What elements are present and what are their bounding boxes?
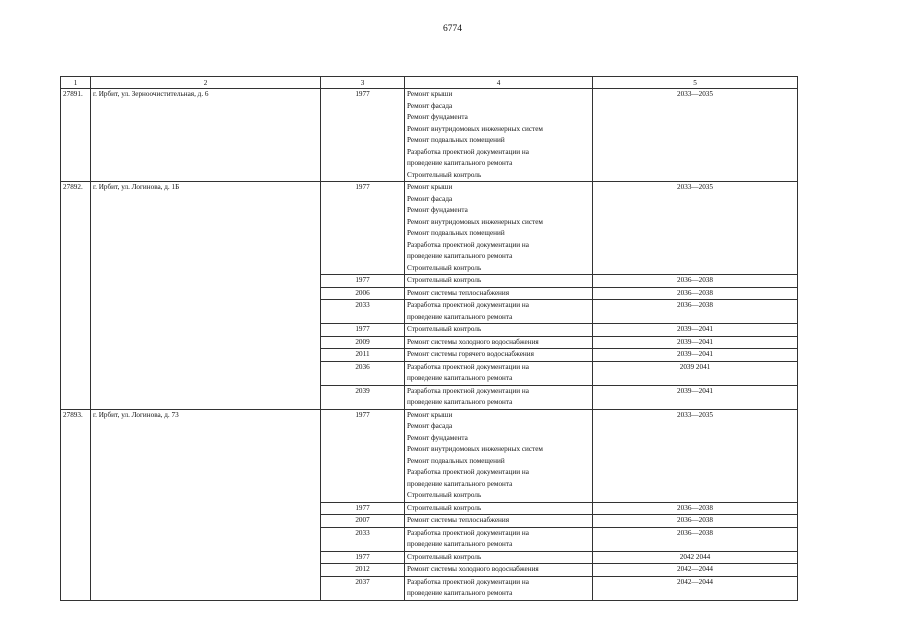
planned-period: 2033—2035 — [593, 409, 798, 502]
work-types — [405, 182, 593, 275]
work-type-line: Ремонт крыши — [407, 410, 453, 419]
work-type-line: Разработка проектной документации на — [407, 362, 529, 371]
work-type-line: Разработка проектной документации на — [407, 577, 529, 586]
planned-period: 2036—2038 — [593, 527, 798, 551]
object-number: 27893. — [61, 409, 91, 600]
build-year: 2039 — [321, 385, 405, 409]
build-year: 1977 — [321, 551, 405, 564]
build-year: 2033 — [321, 300, 405, 324]
build-year: 1977 — [321, 409, 405, 502]
work-type-line: Строительный контроль — [407, 170, 482, 179]
work-types — [405, 300, 593, 324]
work-type-line: Ремонт подвальных помещений — [407, 456, 505, 465]
build-year: 1977 — [321, 502, 405, 515]
build-year: 2006 — [321, 287, 405, 300]
work-type-line: Строительный контроль — [407, 503, 482, 512]
planned-period: 2042—2044 — [593, 576, 798, 600]
build-year: 2037 — [321, 576, 405, 600]
planned-period: 2036—2038 — [593, 515, 798, 528]
work-type-line: Ремонт фундамента — [407, 206, 468, 214]
work-type-line: Ремонт системы холодного водоснабжения — [407, 565, 539, 573]
planned-period: 2039—2041 — [593, 336, 798, 349]
work-type-line: Строительный контроль — [407, 276, 482, 284]
table-row — [61, 89, 798, 182]
build-year: 1977 — [321, 182, 405, 275]
column-header: 3 — [321, 77, 405, 89]
work-types — [405, 336, 593, 349]
work-types — [405, 409, 593, 502]
work-type-line: Строительный контроль — [407, 263, 482, 272]
work-type-line: Ремонт системы теплоснабжения — [407, 516, 510, 524]
work-type-line: Ремонт системы теплоснабжения — [407, 288, 510, 297]
work-types — [405, 564, 593, 577]
work-type-line: Ремонт фундамента — [407, 433, 468, 442]
work-types — [405, 385, 593, 409]
work-type-line: проведение капитального ремонта — [407, 252, 513, 260]
build-year: 1977 — [321, 275, 405, 288]
build-year: 1977 — [321, 89, 405, 182]
work-types — [405, 576, 593, 600]
work-types — [405, 502, 593, 515]
work-types — [405, 515, 593, 528]
work-type-line: Ремонт внутридомовых инженерных систем — [407, 124, 543, 133]
planned-period: 2039 2041 — [593, 361, 798, 385]
work-type-line: Разработка проектной документации на — [407, 240, 529, 249]
planned-period: 2036—2038 — [593, 287, 798, 300]
planned-period: 2036—2038 — [593, 300, 798, 324]
header-row — [61, 77, 798, 89]
work-types — [405, 551, 593, 564]
build-year: 1977 — [321, 324, 405, 337]
build-year: 2007 — [321, 515, 405, 528]
work-type-line: Ремонт внутридомовых инженерных систем — [407, 217, 543, 226]
column-header: 4 — [405, 77, 593, 89]
object-number: 27892. — [61, 182, 91, 410]
table-row — [61, 409, 798, 502]
work-type-line: Ремонт подвальных помещений — [407, 229, 505, 237]
object-address: г. Ирбит, ул. Зерноочистительная, д. 6 — [91, 89, 321, 182]
object-number: 27891. — [61, 89, 91, 182]
planned-period: 2039—2041 — [593, 324, 798, 337]
build-year: 2009 — [321, 336, 405, 349]
planned-period: 2039—2041 — [593, 349, 798, 362]
work-type-line: Разработка проектной документации на — [407, 301, 529, 309]
column-header: 2 — [91, 77, 321, 89]
work-types — [405, 527, 593, 551]
work-type-line: проведение капитального ремонта — [407, 159, 513, 167]
work-types — [405, 324, 593, 337]
work-type-line: Строительный контроль — [407, 325, 482, 333]
planned-period: 2036—2038 — [593, 502, 798, 515]
planned-period: 2039—2041 — [593, 385, 798, 409]
work-type-line: Ремонт системы холодного водоснабжения — [407, 337, 539, 346]
build-year: 2012 — [321, 564, 405, 577]
planned-period: 2033—2035 — [593, 89, 798, 182]
work-type-line: Разработка проектной документации на — [407, 147, 529, 156]
work-type-line: Строительный контроль — [407, 491, 482, 499]
build-year: 2033 — [321, 527, 405, 551]
work-type-line: Ремонт подвальных помещений — [407, 136, 505, 144]
work-type-line: проведение капитального ремонта — [407, 589, 513, 597]
work-type-line: Ремонт фасада — [407, 422, 453, 430]
object-address: г. Ирбит, ул. Логинова, д. 1Б — [91, 182, 321, 410]
table-row — [61, 182, 798, 275]
planned-period: 2033—2035 — [593, 182, 798, 275]
column-header: 1 — [61, 77, 91, 89]
work-type-line: Строительный контроль — [407, 552, 482, 561]
work-type-line: Ремонт фундамента — [407, 113, 468, 121]
work-types — [405, 361, 593, 385]
work-type-line: Ремонт фасада — [407, 194, 453, 203]
page-number: 6774 — [443, 24, 462, 34]
work-type-line: проведение капитального ремонта — [407, 540, 513, 548]
build-year: 2036 — [321, 361, 405, 385]
capital-repair-table — [60, 76, 798, 601]
work-type-line: Ремонт внутридомовых инженерных систем — [407, 445, 543, 453]
work-type-line: проведение капитального ремонта — [407, 479, 513, 488]
planned-period: 2042—2044 — [593, 564, 798, 577]
work-type-line: Ремонт фасада — [407, 101, 453, 110]
work-type-line: Ремонт крыши — [407, 183, 453, 191]
planned-period: 2042 2044 — [593, 551, 798, 564]
work-type-line: Разработка проектной документации на — [407, 468, 529, 476]
work-type-line: проведение капитального ремонта — [407, 398, 513, 406]
build-year: 2011 — [321, 349, 405, 362]
column-header: 5 — [593, 77, 798, 89]
work-type-line: Ремонт крыши — [407, 90, 453, 98]
object-address: г. Ирбит, ул. Логинова, д. 73 — [91, 409, 321, 600]
table-body — [61, 89, 798, 601]
work-type-line: Разработка проектной документации на — [407, 528, 529, 537]
work-types — [405, 89, 593, 182]
work-type-line: Разработка проектной документации на — [407, 386, 529, 395]
work-type-line: проведение капитального ремонта — [407, 312, 513, 321]
work-types — [405, 287, 593, 300]
work-types — [405, 275, 593, 288]
planned-period: 2036—2038 — [593, 275, 798, 288]
work-type-line: проведение капитального ремонта — [407, 374, 513, 382]
work-type-line: Ремонт системы горячего водоснабжения — [407, 350, 534, 358]
work-types — [405, 349, 593, 362]
